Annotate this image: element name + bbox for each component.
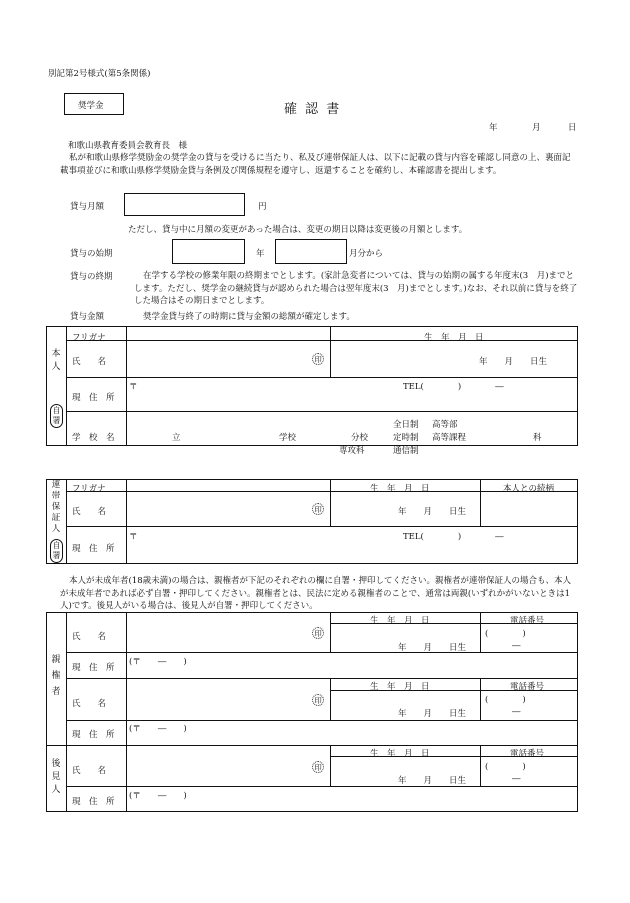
parent1-address-label: 現 住 所 [72,663,115,673]
guardian-phone-b: ― [512,774,521,784]
person-senko: 専攻科 [339,446,365,456]
monthly-note: ただし、貸与中に月額の変更があった場合は、変更の期日以降は変更後の月額とします。 [128,225,468,235]
person-name-field[interactable] [128,341,330,376]
start-label: 貸与の始期 [70,249,113,259]
parent2-seal-mark: 印 [312,694,324,706]
monthly-amount-field[interactable] [124,193,245,216]
guardian-seal-mark: 印 [312,761,324,773]
parent2-name-label: 氏 名 [72,699,107,709]
person-side-label: 本人 [51,349,61,372]
date-month: 月 [532,123,541,133]
guardian-phone-header: 電話番号 [510,749,545,759]
person-course-b: 定時制 [393,433,419,443]
yen-label: 円 [258,202,267,212]
person-jisho-mark: 自署 [50,404,63,428]
guardian-name-label: 氏 名 [72,766,107,776]
parent2-birth-header: 生 年 月 日 [370,682,430,692]
person-furigana-label: フリガナ [72,333,106,343]
person-seal-mark: 印 [312,353,324,365]
amount-label: 貸与金額 [70,312,105,322]
type-label: 奨学金 [78,101,104,111]
person-birth-header: 生 年 月 日 [424,333,484,343]
person-birth-fill: 年 月 日生 [479,357,548,367]
guarantor-birth-header: 生 年 月 日 [370,484,430,494]
intro-text: 私が和歌山県修学奨励金の奨学金の貸与を受けるに当たり、私及び連帯保証人は、以下に記載の貸与内容を確認し同意の上、裏面記載事項並びに和歌山県修学奨励金貸与条例及び関係規程を遵守し、返還することを確約し、本確認書を提出します。 [60,153,571,176]
guarantor-birth-fill: 年 月 日生 [398,507,467,517]
end-label: 貸与の終期 [70,272,113,282]
guarantor-side-label: 連帯保証人 [51,480,61,534]
guarantor-jisho-mark: 自署 [50,539,63,563]
guarantor-furigana-label: フリガナ [72,484,106,494]
person-gakko: 学校 [279,433,297,443]
guardian-side-label: 後見人 [51,759,61,795]
person-bunko: 分校 [351,433,369,443]
guarantor-name-field[interactable] [128,492,330,525]
start-month-field[interactable] [275,239,347,264]
parent1-name-field[interactable] [128,613,330,651]
parent1-postal: (〒 ― ) [129,657,187,667]
parent2-phone-a: ( ) [485,695,526,705]
person-ritsu: 立 [172,433,181,443]
parent2-phone-header: 電話番号 [510,682,545,692]
person-name-label: 氏 名 [72,357,107,367]
parent2-postal: (〒 ― ) [129,724,187,734]
guarantor-postal-mark: 〒 [129,532,138,542]
guarantor-tel: TEL( ) ― [403,532,504,542]
guardian-name-field[interactable] [128,746,330,785]
guardian-birth-fill: 年 月 日生 [398,776,467,786]
guardian-postal: (〒 ― ) [129,791,187,801]
parent2-address-label: 現 住 所 [72,730,115,740]
start-year-field[interactable] [172,239,245,264]
monthly-label: 貸与月額 [70,202,105,212]
person-hs-a: 高等部 [432,420,458,430]
addressee: 和歌山県教育委員会教育長 様 [68,141,188,151]
parent1-name-label: 氏 名 [72,632,107,642]
person-course-c: 通信制 [393,446,419,456]
parent1-seal-mark: 印 [312,627,324,639]
parent1-birth-header: 生 年 月 日 [370,616,430,626]
parent1-phone-b: ― [512,641,521,651]
parents-side-label: 親権者 [51,655,61,697]
year-label: 年 [256,249,265,259]
person-school-label: 学 校 名 [72,433,115,443]
parent1-phone-header: 電話番号 [510,616,545,626]
form-label: 別記第2号様式(第5条関係) [48,69,151,79]
person-course-a: 全日制 [393,420,419,430]
guarantor-name-label: 氏 名 [72,507,107,517]
parent2-name-field[interactable] [128,679,330,719]
date-day: 日 [568,123,577,133]
person-address-label: 現 住 所 [72,393,115,403]
from-month-label: 月分から [349,249,384,259]
person-ka: 科 [533,433,542,443]
person-postal-mark: 〒 [129,382,138,392]
person-hs-b: 高等課程 [432,433,467,443]
guarantor-relation-header: 本人との続柄 [503,484,555,494]
parent2-phone-b: ― [512,707,521,717]
notice-text: 本人が未成年者(18歳未満)の場合は、親権者が下記のそれぞれの欄に自署・押印してください。親権者が連帯保証人の場合も、本人が未成年者であれば必ず自署・押印してください。親権者とは、民法に定める親権者のことで、通常は両親(いずれかがいないときは1人)です。後見人がいる場合は、後見人が自署・押印してください。 [60,576,571,611]
parent2-birth-fill: 年 月 日生 [398,709,467,719]
end-text: 在学する学校の修業年限の終期までとします。(家計急変者については、貸与の始期の属する年度末(3 月)までとします。ただし、奨学金の継続貸与が認められた場合は翌年度末(3 月)までとします。)なお、それ以前に貸与を終了した場合はその期日までとします。 [134,271,578,306]
person-tel: TEL( ) ― [403,382,504,392]
parent1-birth-fill: 年 月 日生 [398,643,467,653]
guardian-phone-a: ( ) [485,762,526,772]
type-box [64,93,124,115]
parent1-phone-a: ( ) [485,629,526,639]
amount-text: 奨学金貸与終了の時期に貸与金額の総額が確定します。 [143,312,355,322]
guarantor-seal-mark: 印 [312,503,324,515]
guarantor-address-label: 現 住 所 [72,544,115,554]
date-year: 年 [489,123,498,133]
page-title: 確 認 書 [284,102,342,117]
guardian-address-label: 現 住 所 [72,797,115,807]
guardian-birth-header: 生 年 月 日 [370,749,430,759]
